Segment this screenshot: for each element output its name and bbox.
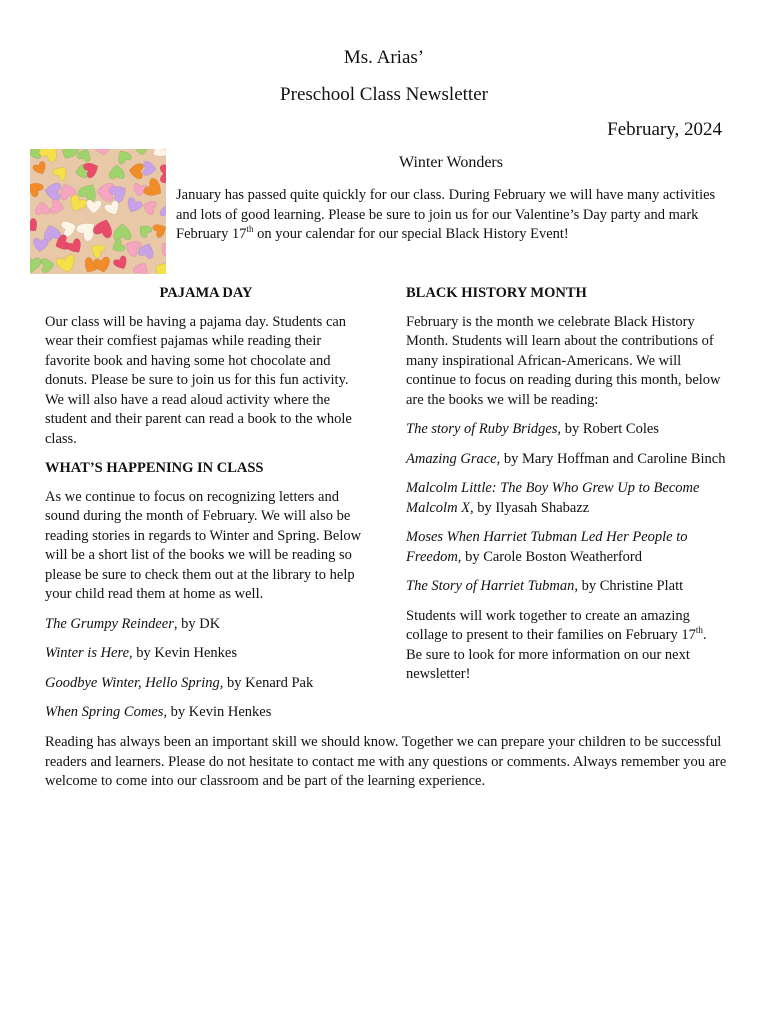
book-item: The Story of Harriet Tubman, by Christine Platt — [406, 578, 684, 594]
book-item: The Grumpy Reindeer, by DK — [45, 615, 221, 632]
black-history-text: February is the month we celebrate Black History Month. Students will learn about the contributions of many inspirational African-Americans. We will continue to focus on reading during this month, below are the books we will be reading: — [406, 313, 721, 408]
book-item: Winter is Here, by Kevin Henkes — [45, 645, 237, 661]
collage-text: Students will work together to create an amazing collage to present to their families on February 17th. Be sure to look for more information on our next newsletter! — [406, 607, 707, 682]
book-item: The story of Ruby Bridges, by Robert Coles — [406, 421, 659, 437]
newsletter-title: Preschool Class Newsletter — [280, 84, 488, 105]
right-column — [406, 284, 726, 695]
candy-hearts-image — [30, 149, 166, 274]
whats-happening-heading: WHAT’S HAPPENING IN CLASS — [45, 460, 264, 476]
closing-paragraph: Reading has always been an important skill we should know. Together we can prepare your children to be successful readers and learners. Please do not hesitate to contact me with any questions or comments. Always remember you are welcome to come into our classroom and be part of the learning experience. — [45, 734, 727, 789]
left-column — [45, 284, 367, 733]
intro-paragraph: January has passed quite quickly for our class. During February we will have many activities and lots of good learning. Please be sure to join us for our Valentine’s Day party and mark February 17th on your calendar for our special Black History Event! — [176, 187, 716, 242]
book-item: Moses When Harriet Tubman Led Her People to Freedom, by Carole Boston Weatherford — [406, 529, 688, 565]
book-item: Malcolm Little: The Boy Who Grew Up to Become Malcolm X, by Ilyasah Shabazz — [406, 480, 700, 516]
book-item: Amazing Grace, by Mary Hoffman and Caroline Binch — [406, 450, 726, 467]
pajama-day-heading: PAJAMA DAY — [159, 285, 253, 301]
pajama-day-text: Our class will be having a pajama day. Students can wear their comfiest pajamas while reading their favorite book and having some hot chocolate and donuts. Please be sure to join us for this fun activity. We will also have a read aloud activity where the student and their parent can read a book to the whole class. — [45, 313, 352, 447]
book-item: When Spring Comes, by Kevin Henkes — [45, 704, 272, 720]
newsletter-date: February, 2024 — [607, 119, 722, 140]
newsletter-author: Ms. Arias’ — [343, 47, 425, 68]
section-heading-winter-wonders: Winter Wonders — [399, 154, 503, 171]
book-item: Goodbye Winter, Hello Spring, by Kenard Pak — [45, 674, 314, 691]
black-history-heading: BLACK HISTORY MONTH — [406, 285, 587, 301]
whats-happening-text: As we continue to focus on recognizing letters and sound during the month of February. We will also be reading stories in regards to Winter and Spring. Below will be a short list of the books we will be reading so please be sure to check them out at the library to help your child read them at home as well. — [45, 488, 362, 602]
